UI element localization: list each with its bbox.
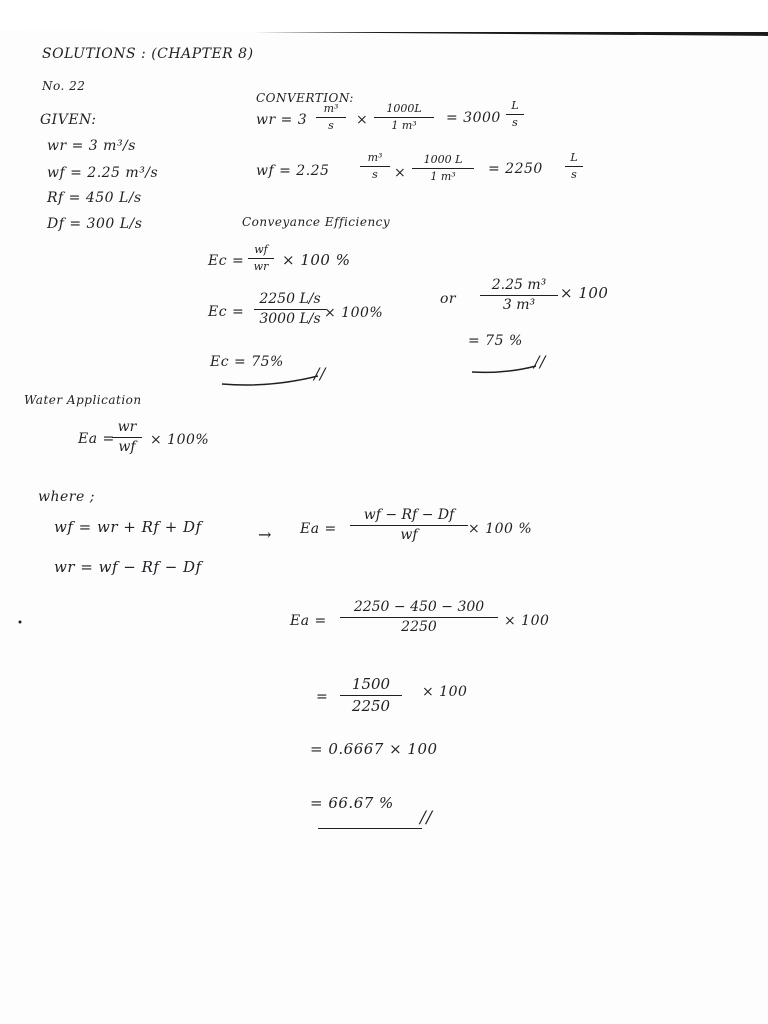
given-heading: GIVEN:: [40, 112, 97, 128]
fraction-denominator: s: [372, 168, 378, 182]
fraction-bar: [412, 168, 474, 169]
fraction-denominator: s: [512, 116, 518, 130]
conveyance-alt-rhs: × 100: [560, 284, 609, 302]
application-result: = 66.67 %: [310, 794, 394, 812]
given-rf: Rf = 450 L/s: [47, 190, 142, 206]
fraction-denominator: 1 m³: [391, 119, 417, 133]
fraction-denominator: wf: [118, 439, 136, 456]
application-step2-rhs: × 100: [422, 684, 468, 700]
application-end-mark: //: [420, 808, 433, 828]
conveyance-alt-end-mark: //: [534, 352, 546, 371]
application-where: where ;: [38, 489, 95, 505]
fraction-numerator: 1000 L: [423, 153, 463, 166]
fraction-denominator: wf: [400, 527, 418, 544]
fraction-bar: [248, 258, 274, 259]
fraction-numerator: m³: [323, 102, 339, 115]
application-arrow: →: [258, 525, 272, 544]
fraction-bar: [112, 437, 142, 438]
given-df: Df = 300 L/s: [47, 216, 143, 232]
conversion-wr-fraction-2: [374, 103, 434, 132]
fraction-numerator: wr: [117, 419, 137, 435]
problem-number: No. 22: [42, 79, 86, 93]
fraction-numerator: 2.25 m³: [491, 277, 547, 293]
fraction-bar: [350, 525, 468, 526]
given-wf: wf = 2.25 m³/s: [47, 165, 159, 181]
fraction-denominator: 3 m³: [502, 297, 536, 314]
fraction-numerator: 1000L: [386, 102, 422, 115]
conveyance-end-mark: //: [314, 364, 326, 383]
conversion-wr-fraction-1: [316, 103, 346, 132]
fraction-numerator: L: [570, 151, 578, 164]
conversion-wf-times: ×: [394, 165, 407, 181]
application-step3: = 0.6667 × 100: [310, 740, 438, 758]
conversion-wf-fraction-1: [360, 152, 390, 181]
conveyance-formula-lhs: Ec =: [208, 253, 245, 269]
application-step2-fraction: [340, 676, 402, 714]
application-calc-lhs: Ea =: [290, 613, 327, 629]
conversion-wr-unit: [506, 100, 524, 129]
conveyance-step-rhs: × 100%: [324, 305, 384, 321]
background-strip: [0, 0, 768, 32]
conveyance-formula-rhs: × 100 %: [282, 251, 351, 269]
application-calc-fraction: [340, 600, 498, 636]
fraction-numerator: 2250 L/s: [259, 291, 321, 307]
application-eq2: wr = wf − Rf − Df: [54, 558, 202, 576]
fraction-bar: [374, 117, 434, 118]
conveyance-formula-fraction: [248, 244, 274, 273]
application-sub-rhs: × 100 %: [468, 521, 533, 537]
fraction-denominator: 2250: [351, 696, 391, 715]
fraction-denominator: 1 m³: [430, 170, 456, 184]
conveyance-heading: Conveyance Efficiency: [242, 215, 391, 229]
fraction-bar: [254, 309, 326, 310]
fraction-bar: [340, 617, 498, 618]
application-step2-eq: =: [316, 689, 329, 705]
fraction-bar: [565, 166, 583, 167]
conversion-wr-result: = 3000: [446, 110, 501, 126]
conversion-wf-lhs: wf = 2.25: [256, 163, 330, 179]
fraction-bar: [360, 166, 390, 167]
conversion-wr-lhs: wr = 3: [256, 112, 308, 128]
fraction-denominator: s: [328, 119, 334, 133]
page-title: SOLUTIONS : (CHAPTER 8): [42, 46, 254, 62]
fraction-denominator: 2250: [401, 619, 437, 636]
fraction-denominator: s: [571, 168, 577, 182]
application-sub-fraction: [350, 508, 468, 544]
fraction-numerator: 2250 − 450 − 300: [353, 599, 485, 615]
fraction-denominator: 3000 L/s: [259, 311, 321, 328]
conveyance-alt-or: or: [440, 291, 457, 307]
conversion-heading: CONVERTION:: [256, 91, 354, 105]
application-sub-lhs: Ea =: [300, 521, 337, 537]
fraction-bar: [316, 117, 346, 118]
conveyance-step-lhs: Ec =: [208, 304, 245, 320]
conveyance-result: Ec = 75%: [210, 354, 284, 370]
fraction-numerator: wf − Rf − Df: [363, 507, 455, 523]
fraction-bar: [506, 114, 524, 115]
application-calc-rhs: × 100: [504, 613, 550, 629]
fraction-numerator: m³: [367, 151, 383, 164]
conversion-wf-result: = 2250: [488, 161, 543, 177]
fraction-numerator: L: [511, 99, 519, 112]
fraction-denominator: wr: [253, 260, 269, 274]
conveyance-alt-result: = 75 %: [468, 333, 523, 349]
application-formula-rhs: × 100%: [150, 432, 210, 448]
conveyance-step-fraction: [254, 292, 326, 328]
result-underline: [318, 828, 422, 829]
conversion-wf-unit: [565, 152, 583, 181]
application-formula-lhs: Ea =: [78, 431, 115, 447]
application-heading: Water Application: [24, 393, 142, 407]
fraction-numerator: wf: [254, 243, 268, 256]
application-formula-fraction: [112, 420, 142, 456]
conversion-wf-fraction-2: [412, 154, 474, 183]
fraction-bar: [340, 695, 402, 696]
conversion-wr-times: ×: [356, 112, 369, 128]
fraction-numerator: 1500: [351, 675, 391, 693]
fraction-bar: [480, 295, 558, 296]
conveyance-alt-fraction: [480, 278, 558, 314]
given-wr: wr = 3 m³/s: [47, 138, 136, 154]
application-eq1: wf = wr + Rf + Df: [54, 518, 202, 536]
